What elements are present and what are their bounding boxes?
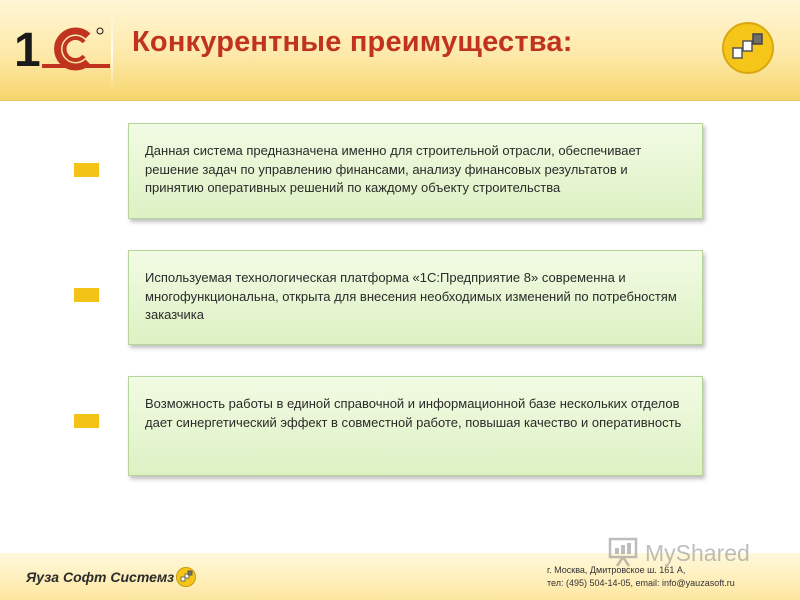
phone-email-line: тел: (495) 504-14-05, email: info@yauzasoft.ru (547, 578, 735, 588)
advantage-text: Возможность работы в единой справочной и информационной базе нескольких отделов дает синергетический эффект в совместной работе, повышая качество и оперативность (145, 396, 682, 430)
page-title: Конкурентные преимущества: (132, 26, 573, 58)
advantage-text: Данная система предназначена именно для строительной отрасли, обеспечивает решение задач по управлению финансами, анализу финансовых результатов и принятию оперативных решений по каждому объекту строительства (145, 143, 642, 195)
company-name: Яуза Софт Системз (26, 569, 175, 585)
building-blocks-icon (722, 22, 774, 74)
1c-logo (12, 22, 112, 76)
address-line: г. Москва, Дмитровское ш. 161 А, (547, 565, 686, 575)
watermark (607, 535, 777, 571)
bullet-marker (74, 414, 99, 428)
svg-text:1: 1 (14, 24, 41, 76)
advantage-card (128, 123, 703, 219)
watermark-text: MyShared (645, 540, 750, 566)
advantage-text: Используемая технологическая платформа «1С:Предприятие 8» современна и многофункциональна, открыта для внесения необходимых изменений по потребностям заказчика (145, 270, 677, 322)
company-logo-icon (176, 567, 196, 587)
presentation-icon (607, 535, 641, 569)
advantage-card (128, 376, 703, 476)
logo-divider (111, 12, 113, 88)
bullet-marker (74, 163, 99, 177)
advantage-card (128, 250, 703, 345)
bullet-marker (74, 288, 99, 302)
header-bar (0, 0, 800, 101)
